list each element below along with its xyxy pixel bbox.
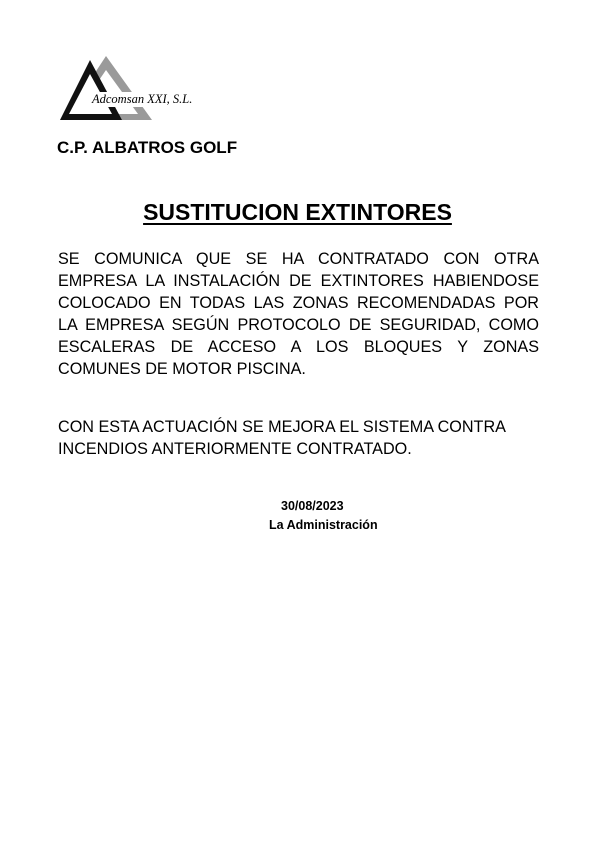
community-name: C.P. ALBATROS GOLF bbox=[57, 138, 238, 157]
notice-title: SUSTITUCION EXTINTORES bbox=[143, 199, 452, 225]
company-name: Adcomsan XXI, S.L. bbox=[92, 92, 193, 106]
notice-date: 30/08/2023 bbox=[281, 499, 344, 513]
triangle-logo-icon bbox=[60, 56, 152, 126]
company-logo bbox=[60, 56, 240, 126]
signature: La Administración bbox=[269, 518, 378, 532]
notice-paragraph-1: SE COMUNICA QUE SE HA CONTRATADO CON OTRA EMPRESA LA INSTALACIÓN DE EXTINTORES HABIENDOSE COLOCADO EN TODAS LAS ZONAS RECOMENDADAS POR LA EMPRESA SEGÚN PROTOCOLO DE SEGURIDAD, COMO ESCALERAS DE ACCESO A LOS BLOQUES Y ZONAS COMUNES DE MOTOR PISCINA. bbox=[58, 250, 539, 378]
notice-paragraph-2: CON ESTA ACTUACIÓN SE MEJORA EL SISTEMA CONTRA INCENDIOS ANTERIORMENTE CONTRATADO. bbox=[58, 418, 506, 458]
